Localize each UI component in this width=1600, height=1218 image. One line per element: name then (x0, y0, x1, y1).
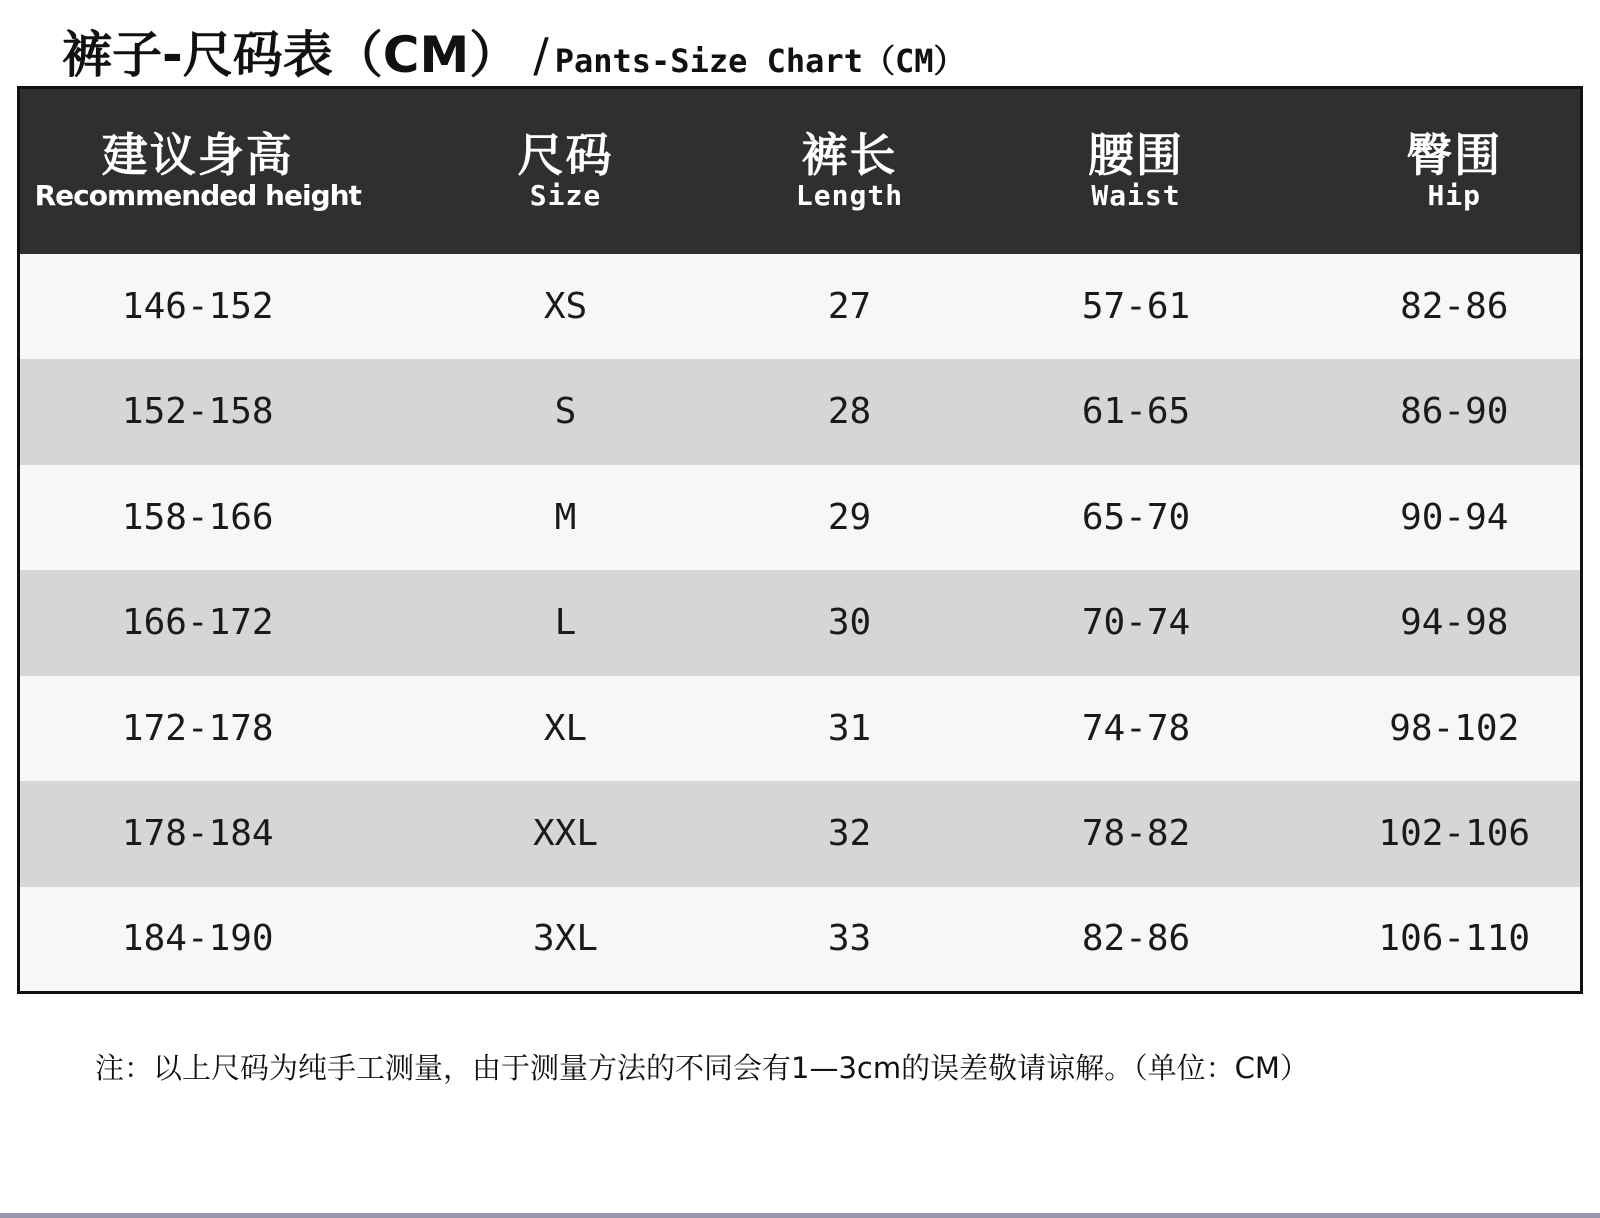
table-row (19, 254, 1582, 360)
cell-waist: 61-65 (1081, 391, 1191, 433)
header-hip (1329, 88, 1582, 254)
header-waist (944, 88, 1329, 254)
cell-size: XXL (532, 813, 599, 855)
chart-title (62, 14, 966, 86)
cell-length: 32 (827, 813, 872, 855)
title-chinese: 裤子-尺码表（CM） (62, 26, 520, 84)
measurement-note: 注：以上尺码为纯手工测量，由于测量方法的不同会有1—3cm的误差敬请谅解。（单位：CM） (95, 1051, 1309, 1085)
cell-hip: 106-110 (1378, 918, 1531, 959)
cell-hip: 86-90 (1400, 391, 1509, 433)
cell-hip: 102-106 (1378, 813, 1531, 855)
cell-size: XL (543, 707, 588, 749)
cell-height: 158-166 (121, 496, 274, 538)
header-label-en: Waist (1091, 179, 1181, 213)
cell-size: S (554, 391, 577, 433)
cell-size: M (554, 496, 577, 538)
header-recommended-height (19, 88, 376, 254)
cell-hip: 98-102 (1389, 707, 1520, 749)
cell-size: XS (543, 285, 588, 327)
cell-hip: 90-94 (1400, 496, 1509, 538)
cell-length: 28 (827, 391, 872, 433)
cell-size: L (554, 602, 577, 644)
cell-length: 33 (827, 918, 872, 959)
table-row (19, 570, 1582, 676)
header-label-cn: 腰围 (1088, 128, 1184, 183)
cell-length: 29 (827, 496, 872, 538)
header-label-cn: 臀围 (1406, 128, 1503, 183)
cell-waist: 70-74 (1081, 602, 1191, 644)
table-row (19, 359, 1582, 465)
cell-height: 178-184 (121, 813, 274, 855)
header-label-en: Hip (1427, 179, 1482, 213)
table-row (19, 465, 1582, 571)
cell-height: 184-190 (121, 918, 274, 959)
cell-length: 30 (827, 602, 872, 644)
cell-waist: 78-82 (1081, 813, 1191, 855)
cell-hip: 94-98 (1400, 602, 1509, 644)
table-row (19, 676, 1582, 782)
header-label-cn: 裤长 (801, 128, 898, 183)
cell-height: 152-158 (121, 391, 274, 433)
header-size (376, 88, 756, 254)
cell-length: 31 (827, 707, 872, 749)
title-separator: / (533, 28, 549, 82)
cell-height: 146-152 (121, 285, 274, 327)
cell-size: 3XL (532, 918, 599, 959)
cell-waist: 65-70 (1081, 496, 1191, 538)
header-label-en: Length (795, 179, 904, 213)
table-row (19, 887, 1582, 993)
cell-waist: 74-78 (1081, 707, 1191, 749)
header-label-en: Size (529, 179, 602, 213)
table-row (19, 781, 1582, 887)
cell-height: 166-172 (121, 602, 274, 644)
title-english: Pants-Size Chart（CM） (554, 42, 966, 80)
header-length (756, 88, 944, 254)
cell-waist: 57-61 (1081, 285, 1191, 327)
header-label-en: Recommended height (34, 179, 361, 213)
cell-height: 172-178 (121, 707, 274, 749)
header-label-cn: 尺码 (517, 128, 614, 183)
cell-length: 27 (827, 285, 872, 327)
cell-hip: 82-86 (1400, 285, 1509, 327)
header-label-cn: 建议身高 (101, 128, 294, 183)
table-header-row (19, 88, 1582, 254)
size-table (17, 86, 1583, 994)
bottom-divider (0, 1213, 1600, 1218)
cell-waist: 82-86 (1081, 918, 1191, 959)
